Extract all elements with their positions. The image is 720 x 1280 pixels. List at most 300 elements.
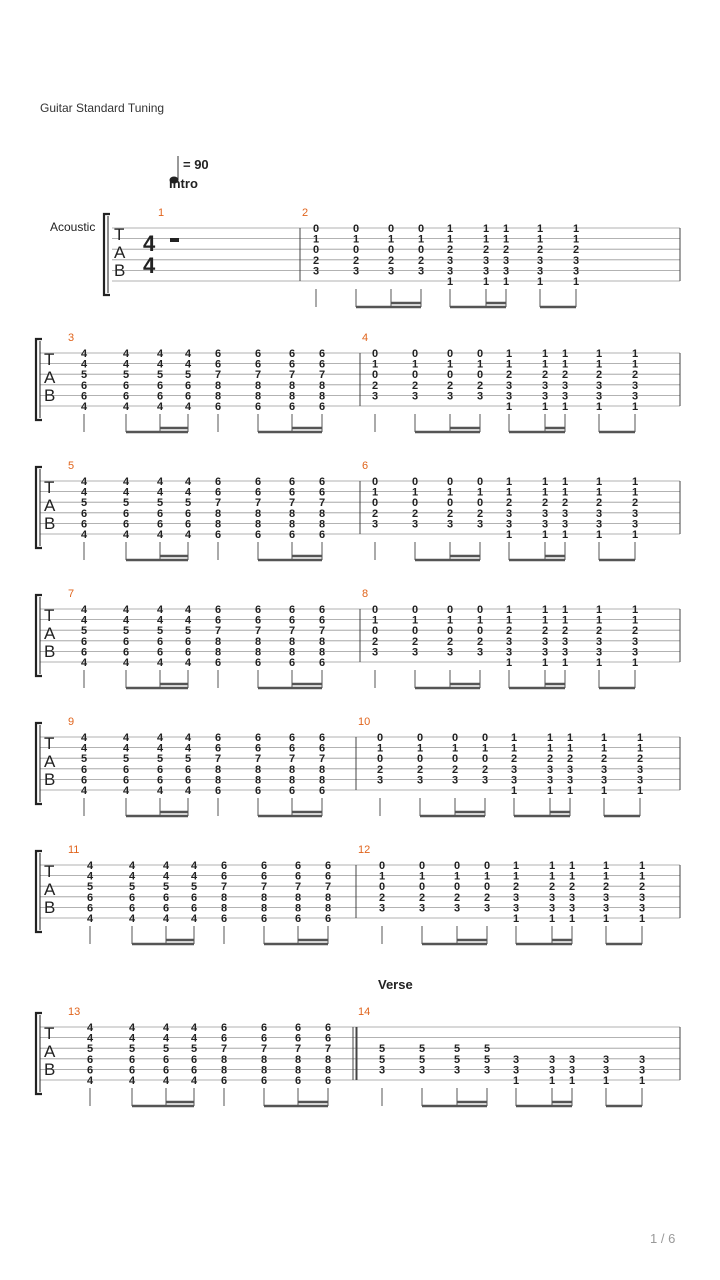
fret-number: 8: [220, 1053, 228, 1066]
fret-number: 3: [548, 1053, 556, 1066]
measure-number: 12: [358, 844, 371, 856]
fret-number: 3: [505, 635, 513, 648]
fret-number: 0: [476, 348, 484, 360]
fret-number: 6: [318, 742, 326, 755]
tab-clef-a: A: [44, 1042, 56, 1061]
fret-number: 2: [481, 763, 489, 776]
fret-number: 4: [122, 657, 130, 669]
fret-number: 7: [214, 369, 222, 382]
fret-number: 3: [631, 507, 639, 520]
fret-number: 2: [411, 379, 419, 392]
fret-number: 1: [476, 358, 484, 371]
fret-number: 2: [312, 254, 320, 267]
fret-number: 7: [318, 625, 326, 638]
tab-clef-b: B: [44, 898, 56, 917]
fret-number: 6: [288, 785, 296, 797]
fret-number: 1: [505, 476, 513, 488]
fret-number: 1: [595, 348, 603, 360]
fret-number: 1: [572, 276, 580, 288]
fret-number: 1: [371, 358, 379, 371]
tab-system-7: [36, 1006, 680, 1106]
fret-number: 0: [411, 369, 419, 382]
fret-number: 4: [156, 486, 164, 499]
fret-number: 1: [505, 358, 513, 371]
fret-number: 4: [86, 1022, 94, 1034]
fret-number: 6: [260, 860, 268, 872]
fret-number: 4: [190, 870, 198, 883]
fret-number: 8: [318, 390, 326, 403]
fret-number: 6: [80, 518, 88, 531]
fret-number: 4: [122, 529, 130, 541]
fret-number: 3: [446, 646, 454, 659]
fret-number: 1: [411, 358, 419, 371]
fret-number: 5: [128, 881, 136, 894]
measure-number: 13: [68, 1006, 81, 1018]
measure-number: 8: [362, 588, 369, 600]
fret-number: 7: [318, 497, 326, 510]
fret-number: 1: [453, 870, 461, 883]
tab-clef-b: B: [44, 642, 56, 661]
fret-number: 3: [376, 774, 384, 787]
fret-number: 5: [122, 369, 130, 382]
fret-number: 0: [476, 369, 484, 382]
fret-number: 1: [631, 358, 639, 371]
fret-number: 6: [288, 614, 296, 627]
fret-number: 4: [184, 614, 192, 627]
fret-number: 2: [376, 763, 384, 776]
system-bracket: [36, 851, 42, 932]
fret-number: 6: [184, 379, 192, 392]
fret-number: 6: [260, 1075, 268, 1087]
fret-number: 4: [184, 358, 192, 371]
fret-number: 4: [156, 358, 164, 371]
fret-number: 3: [371, 518, 379, 531]
tab-clef-b: B: [44, 1060, 56, 1079]
fret-number: 6: [214, 529, 222, 541]
fret-number: 4: [80, 401, 88, 413]
fret-number: 5: [122, 753, 130, 766]
fret-number: 3: [512, 1064, 520, 1077]
tab-clef-b: B: [114, 261, 126, 280]
fret-number: 1: [541, 348, 549, 360]
fret-number: 6: [184, 390, 192, 403]
measure-number: 1: [158, 207, 165, 219]
fret-number: 2: [371, 379, 379, 392]
fret-number: 8: [254, 390, 262, 403]
fret-number: 6: [324, 870, 332, 883]
fret-number: 1: [482, 276, 490, 288]
fret-number: 2: [561, 625, 569, 638]
tab-clef-t: T: [44, 1024, 55, 1043]
fret-number: 4: [190, 1032, 198, 1045]
fret-number: 0: [416, 732, 424, 744]
tab-clef-b: B: [44, 514, 56, 533]
fret-number: 5: [483, 1053, 491, 1066]
fret-number: 6: [156, 763, 164, 776]
tab-clef-t: T: [44, 862, 55, 881]
fret-number: 1: [602, 1075, 610, 1087]
fret-number: 4: [86, 870, 94, 883]
fret-number: 4: [128, 913, 136, 925]
fret-number: 6: [288, 604, 296, 616]
fret-number: 2: [505, 625, 513, 638]
fret-number: 0: [476, 476, 484, 488]
fret-number: 8: [254, 635, 262, 648]
fret-number: 4: [190, 1075, 198, 1087]
tab-clef-b: B: [44, 770, 56, 789]
fret-number: 5: [122, 497, 130, 510]
fret-number: 8: [288, 518, 296, 531]
fret-number: 1: [510, 742, 518, 755]
fret-number: 3: [568, 891, 576, 904]
tab-clef-a: A: [44, 496, 56, 515]
fret-number: 3: [561, 635, 569, 648]
fret-number: 6: [288, 476, 296, 488]
fret-number: 1: [541, 358, 549, 371]
fret-number: 6: [254, 614, 262, 627]
fret-number: 1: [638, 1075, 646, 1087]
fret-number: 6: [156, 774, 164, 787]
fret-number: 3: [595, 518, 603, 531]
fret-number: 6: [220, 860, 228, 872]
fret-number: 3: [411, 646, 419, 659]
fret-number: 7: [288, 369, 296, 382]
fret-number: 8: [220, 891, 228, 904]
fret-number: 3: [536, 265, 544, 278]
fret-number: 4: [156, 348, 164, 360]
fret-number: 0: [446, 369, 454, 382]
fret-number: 1: [568, 870, 576, 883]
fret-number: 2: [602, 881, 610, 894]
measure-number: 7: [68, 588, 75, 600]
fret-number: 1: [548, 860, 556, 872]
time-signature-top: 4: [143, 231, 156, 256]
fret-number: 7: [288, 497, 296, 510]
fret-number: 2: [411, 507, 419, 520]
fret-number: 0: [481, 732, 489, 744]
fret-number: 1: [541, 614, 549, 627]
fret-number: 3: [631, 635, 639, 648]
measure-number: 2: [302, 207, 309, 219]
fret-number: 8: [288, 763, 296, 776]
fret-number: 3: [568, 1053, 576, 1066]
fret-number: 3: [481, 774, 489, 787]
fret-number: 2: [595, 497, 603, 510]
fret-number: 6: [86, 891, 94, 904]
fret-number: 1: [595, 614, 603, 627]
fret-number: 2: [568, 881, 576, 894]
fret-number: 3: [482, 265, 490, 278]
fret-number: 3: [595, 507, 603, 520]
fret-number: 6: [214, 657, 222, 669]
fret-number: 6: [318, 476, 326, 488]
fret-number: 4: [184, 529, 192, 541]
fret-number: 4: [80, 614, 88, 627]
fret-number: 6: [318, 401, 326, 413]
fret-number: 6: [294, 1075, 302, 1087]
fret-number: 6: [288, 742, 296, 755]
fret-number: 5: [86, 881, 94, 894]
fret-number: 5: [128, 1043, 136, 1056]
fret-number: 6: [122, 774, 130, 787]
fret-number: 6: [254, 732, 262, 744]
fret-number: 1: [595, 657, 603, 669]
fret-number: 2: [352, 254, 360, 267]
fret-number: 2: [446, 635, 454, 648]
fret-number: 6: [162, 891, 170, 904]
fret-number: 3: [476, 390, 484, 403]
fret-number: 3: [595, 635, 603, 648]
fret-number: 7: [254, 369, 262, 382]
fret-number: 2: [476, 635, 484, 648]
fret-number: 1: [446, 486, 454, 499]
fret-number: 6: [214, 358, 222, 371]
fret-number: 8: [318, 774, 326, 787]
fret-number: 4: [80, 657, 88, 669]
fret-number: 1: [561, 614, 569, 627]
fret-number: 8: [288, 774, 296, 787]
fret-number: 1: [561, 657, 569, 669]
fret-number: 1: [387, 233, 395, 246]
fret-number: 4: [184, 742, 192, 755]
system-bracket: [36, 723, 42, 804]
fret-number: 0: [451, 732, 459, 744]
fret-number: 4: [80, 604, 88, 616]
fret-number: 3: [595, 390, 603, 403]
fret-number: 1: [561, 401, 569, 413]
fret-number: 4: [156, 657, 164, 669]
fret-number: 3: [451, 774, 459, 787]
fret-number: 5: [418, 1053, 426, 1066]
fret-number: 7: [214, 497, 222, 510]
fret-number: 1: [561, 529, 569, 541]
fret-number: 3: [371, 646, 379, 659]
fret-number: 3: [602, 1064, 610, 1077]
fret-number: 4: [122, 486, 130, 499]
fret-number: 7: [318, 753, 326, 766]
instrument-label: Acoustic: [50, 220, 96, 234]
fret-number: 8: [254, 774, 262, 787]
fret-number: 8: [324, 1064, 332, 1077]
fret-number: 6: [156, 379, 164, 392]
fret-number: 6: [80, 646, 88, 659]
fret-number: 4: [128, 1032, 136, 1045]
fret-number: 6: [254, 604, 262, 616]
fret-number: 1: [638, 860, 646, 872]
fret-number: 1: [602, 860, 610, 872]
fret-number: 1: [536, 233, 544, 246]
fret-number: 4: [184, 657, 192, 669]
fret-number: 0: [411, 625, 419, 638]
fret-number: 8: [260, 902, 268, 915]
fret-number: 3: [566, 763, 574, 776]
tab-system-6: [36, 844, 680, 944]
fret-number: 1: [595, 358, 603, 371]
fret-number: 1: [446, 233, 454, 246]
fret-number: 4: [122, 732, 130, 744]
fret-number: 1: [631, 348, 639, 360]
fret-number: 6: [288, 732, 296, 744]
whole-rest: [170, 238, 179, 242]
fret-number: 1: [595, 486, 603, 499]
fret-number: 4: [184, 401, 192, 413]
fret-number: 8: [220, 902, 228, 915]
fret-number: 4: [80, 785, 88, 797]
fret-number: 2: [505, 497, 513, 510]
fret-number: 3: [505, 507, 513, 520]
fret-number: 6: [260, 1022, 268, 1034]
fret-number: 3: [446, 390, 454, 403]
fret-number: 6: [260, 1032, 268, 1045]
fret-number: 7: [318, 369, 326, 382]
fret-number: 6: [184, 507, 192, 520]
fret-number: 2: [536, 244, 544, 257]
fret-number: 0: [446, 625, 454, 638]
fret-number: 3: [418, 902, 426, 915]
fret-number: 3: [602, 891, 610, 904]
fret-number: 1: [636, 742, 644, 755]
fret-number: 1: [512, 1075, 520, 1087]
fret-number: 3: [541, 518, 549, 531]
fret-number: 3: [561, 507, 569, 520]
fret-number: 6: [184, 518, 192, 531]
tempo-marking: = 90: [183, 157, 209, 172]
fret-number: 8: [318, 635, 326, 648]
fret-number: 3: [572, 265, 580, 278]
fret-number: 2: [446, 244, 454, 257]
fret-number: 3: [638, 1064, 646, 1077]
fret-number: 6: [86, 1053, 94, 1066]
fret-number: 8: [318, 379, 326, 392]
fret-number: 6: [214, 401, 222, 413]
tab-clef-t: T: [114, 225, 125, 244]
fret-number: 4: [122, 401, 130, 413]
fret-number: 7: [288, 753, 296, 766]
fret-number: 3: [631, 379, 639, 392]
fret-number: 6: [214, 476, 222, 488]
system-bracket: [36, 595, 42, 676]
fret-number: 6: [254, 657, 262, 669]
fret-number: 6: [254, 486, 262, 499]
fret-number: 8: [288, 646, 296, 659]
fret-number: 2: [572, 244, 580, 257]
fret-number: 5: [453, 1043, 461, 1056]
fret-number: 6: [122, 518, 130, 531]
fret-number: 3: [536, 254, 544, 267]
fret-number: 1: [510, 732, 518, 744]
fret-number: 5: [122, 625, 130, 638]
fret-number: 3: [446, 518, 454, 531]
fret-number: 6: [214, 614, 222, 627]
fret-number: 6: [254, 529, 262, 541]
fret-number: 6: [220, 1075, 228, 1087]
fret-number: 4: [122, 742, 130, 755]
fret-number: 1: [561, 358, 569, 371]
fret-number: 6: [318, 358, 326, 371]
fret-number: 1: [568, 913, 576, 925]
fret-number: 5: [483, 1043, 491, 1056]
tab-clef-a: A: [44, 752, 56, 771]
fret-number: 3: [541, 635, 549, 648]
fret-number: 0: [376, 732, 384, 744]
fret-number: 8: [220, 1064, 228, 1077]
fret-number: 8: [254, 518, 262, 531]
fret-number: 3: [541, 646, 549, 659]
fret-number: 1: [638, 913, 646, 925]
time-signature-bottom: 4: [143, 253, 156, 278]
fret-number: 6: [318, 785, 326, 797]
fret-number: 8: [324, 1053, 332, 1066]
fret-number: 3: [482, 254, 490, 267]
fret-number: 0: [378, 860, 386, 872]
fret-number: 0: [411, 497, 419, 510]
fret-number: 4: [156, 476, 164, 488]
fret-number: 4: [162, 870, 170, 883]
fret-number: 6: [324, 1075, 332, 1087]
fret-number: 1: [541, 486, 549, 499]
fret-number: 4: [86, 913, 94, 925]
fret-number: 8: [214, 774, 222, 787]
page-number: 1 / 6: [650, 1231, 676, 1246]
fret-number: 2: [600, 753, 608, 766]
fret-number: 1: [371, 614, 379, 627]
fret-number: 1: [541, 529, 549, 541]
fret-number: 0: [417, 244, 425, 257]
fret-number: 1: [541, 604, 549, 616]
measure-number: 6: [362, 460, 369, 472]
section-verse: Verse: [378, 977, 413, 992]
fret-number: 1: [561, 604, 569, 616]
fret-number: 4: [162, 1032, 170, 1045]
fret-number: 3: [595, 646, 603, 659]
fret-number: 0: [411, 476, 419, 488]
fret-number: 3: [541, 379, 549, 392]
fret-number: 5: [453, 1053, 461, 1066]
measure-number: 9: [68, 716, 75, 728]
fret-number: 8: [254, 379, 262, 392]
fret-number: 3: [541, 390, 549, 403]
fret-number: 1: [600, 742, 608, 755]
fret-number: 6: [294, 1022, 302, 1034]
fret-number: 6: [122, 379, 130, 392]
fret-number: 6: [214, 732, 222, 744]
fret-number: 3: [378, 902, 386, 915]
fret-number: 0: [371, 476, 379, 488]
fret-number: 3: [548, 1064, 556, 1077]
fret-number: 3: [561, 646, 569, 659]
fret-number: 5: [184, 369, 192, 382]
fret-number: 2: [546, 753, 554, 766]
fret-number: 1: [572, 223, 580, 235]
fret-number: 1: [548, 1075, 556, 1087]
fret-number: 0: [446, 497, 454, 510]
fret-number: 1: [502, 233, 510, 246]
tab-clef-t: T: [44, 350, 55, 369]
fret-number: 2: [595, 369, 603, 382]
fret-number: 4: [122, 476, 130, 488]
fret-number: 0: [371, 369, 379, 382]
fret-number: 0: [376, 753, 384, 766]
fret-number: 8: [254, 763, 262, 776]
fret-number: 4: [184, 604, 192, 616]
fret-number: 6: [190, 1064, 198, 1077]
fret-number: 8: [214, 646, 222, 659]
tab-system-4: [36, 588, 680, 688]
fret-number: 4: [184, 785, 192, 797]
fret-number: 6: [318, 732, 326, 744]
fret-number: 8: [214, 507, 222, 520]
fret-number: 4: [80, 529, 88, 541]
